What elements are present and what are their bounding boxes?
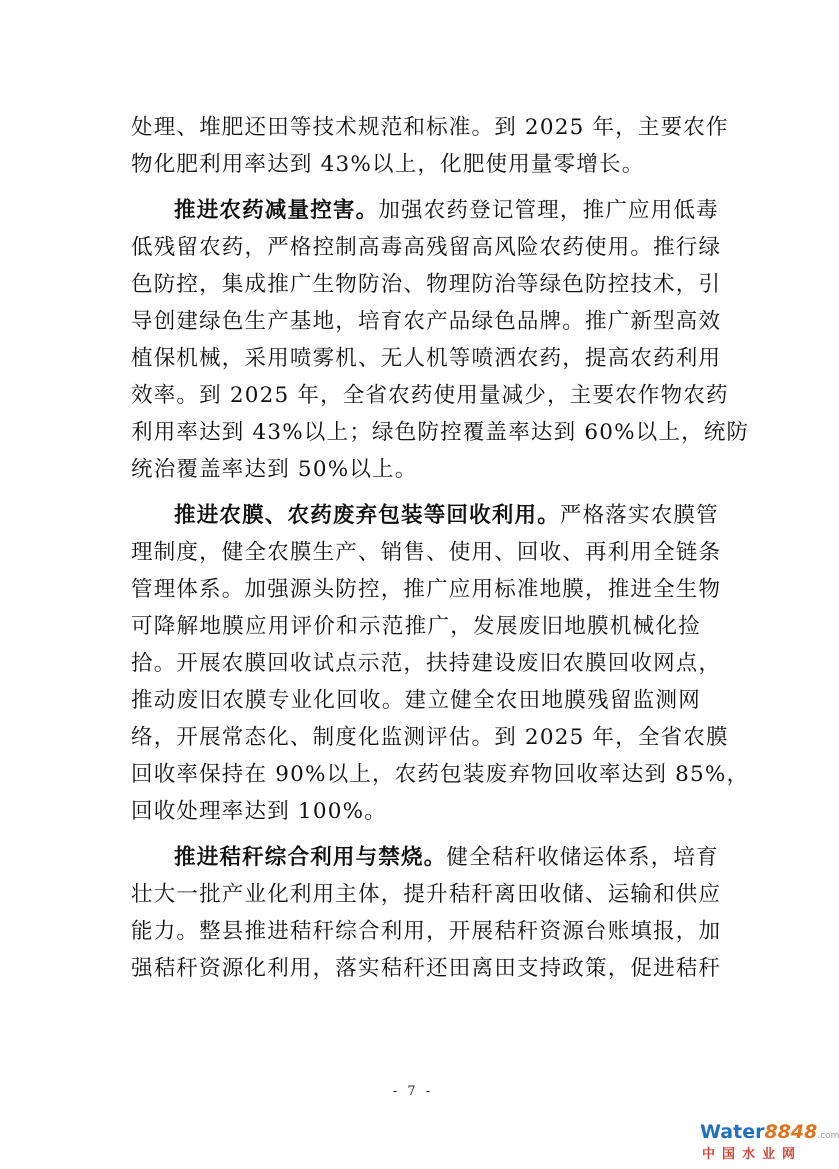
logo-number: 8848 bbox=[764, 1121, 818, 1143]
logo-prefix: Wat bbox=[700, 1121, 743, 1143]
paragraph-text: 严格落实农膜管 bbox=[559, 503, 719, 528]
page-number: - 7 - bbox=[392, 1084, 434, 1099]
paragraph-line: 络，开展常态化、制度化监测评估。到 2025 年，全省农膜 bbox=[131, 725, 729, 750]
paragraph-line: 物化肥利用率达到 43%以上，化肥使用量零增长。 bbox=[131, 152, 645, 177]
watermark-logo bbox=[700, 1121, 839, 1165]
paragraph-line: 植保机械，采用喷雾机、无人机等喷洒农药，提高农药利用 bbox=[131, 346, 722, 371]
logo-tagline: 中国水业网 bbox=[702, 1147, 803, 1162]
paragraph-line: 色防控，集成推广生物防治、物理防治等绿色防控技术，引 bbox=[131, 272, 722, 297]
paragraph-line: 回收处理率达到 100%。 bbox=[131, 799, 387, 824]
paragraph-first-line bbox=[174, 194, 719, 228]
paragraph-line: 推动废旧农膜专业化回收。建立健全农田地膜残留监测网 bbox=[131, 688, 701, 713]
paragraph-first-line bbox=[174, 841, 719, 875]
paragraph-text: 健全秸秆收储运体系，培育 bbox=[446, 845, 719, 870]
logo-suffix: .com bbox=[817, 1131, 839, 1141]
paragraph-line: 效率。到 2025 年，全省农药使用量减少，主要农作物农药 bbox=[131, 383, 729, 408]
logo-highlight: er bbox=[742, 1121, 765, 1143]
paragraph-text: 加强农药登记管理，推广应用低毒 bbox=[378, 198, 719, 223]
section-heading: 推进秸秆综合利用与禁烧。 bbox=[174, 845, 447, 870]
paragraph-line: 能力。整县推进秸秆综合利用，开展秸秆资源台账填报，加 bbox=[131, 919, 722, 944]
paragraph-line: 统治覆盖率达到 50%以上。 bbox=[131, 457, 418, 482]
section-heading: 推进农膜、农药废弃包装等回收利用。 bbox=[174, 503, 560, 528]
paragraph-line: 低残留农药，严格控制高毒高残留高风险农药使用。推行绿 bbox=[131, 235, 722, 260]
paragraph-first-line bbox=[174, 499, 719, 533]
section-heading: 推进农药减量控害。 bbox=[174, 198, 379, 223]
paragraph-line: 拾。开展农膜回收试点示范，扶持建设废旧农膜回收网点， bbox=[131, 651, 722, 676]
paragraph-line: 壮大一批产业化利用主体，提升秸秆离田收储、运输和供应 bbox=[131, 882, 722, 907]
paragraph-line: 回收率保持在 90%以上，农药包装废弃物回收率达到 85%， bbox=[131, 762, 750, 787]
paragraph-line: 管理体系。加强源头防控，推广应用标准地膜，推进全生物 bbox=[131, 577, 722, 602]
paragraph-line: 理制度，健全农膜生产、销售、使用、回收、再利用全链条 bbox=[131, 540, 722, 565]
paragraph-line: 利用率达到 43%以上；绿色防控覆盖率达到 60%以上，统防 bbox=[131, 420, 750, 445]
paragraph-line: 处理、堆肥还田等技术规范和标准。到 2025 年，主要农作 bbox=[131, 115, 729, 140]
paragraph-line: 可降解地膜应用评价和示范推广，发展废旧地膜机械化捡 bbox=[131, 614, 701, 639]
paragraph-line: 强秸秆资源化利用，落实秸秆还田离田支持政策，促进秸秆 bbox=[131, 956, 722, 981]
paragraph-line: 导创建绿色生产基地，培育农产品绿色品牌。推广新型高效 bbox=[131, 309, 722, 334]
